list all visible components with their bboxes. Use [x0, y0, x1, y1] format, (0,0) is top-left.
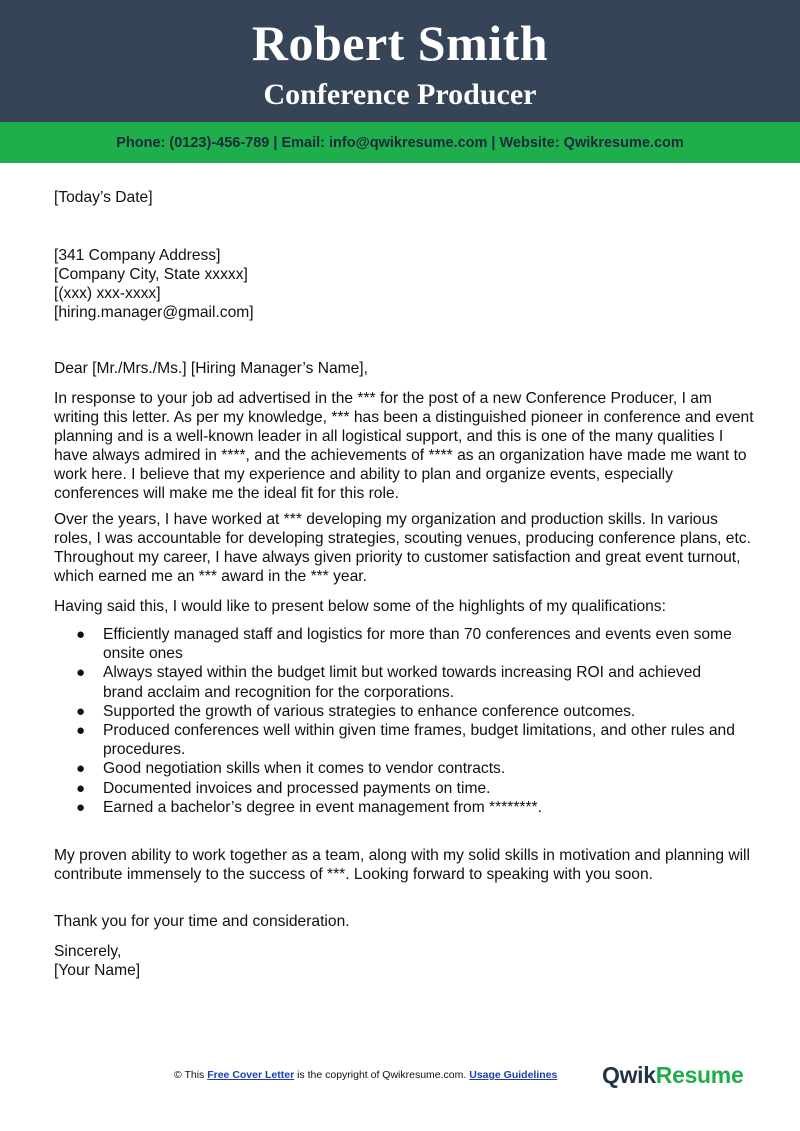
contact-info: Phone: (0123)-456-789 | Email: info@qwikresume.com | Website: Qwikresume.com [116, 134, 684, 151]
signoff [54, 942, 754, 980]
bullet-icon: ● [76, 722, 86, 740]
list-item: ● Documented invoices and processed payments on time. [76, 779, 491, 797]
address-line: [hiring.manager@gmail.com] [54, 304, 254, 321]
list-item: ● Always stayed within the budget limit but worked towards increasing ROI and achieved brand acclaim and recognition for the corporations. [76, 664, 702, 701]
free-cover-letter-link[interactable]: Free Cover Letter [207, 1069, 295, 1081]
job-title: Conference Producer [263, 78, 537, 111]
header-banner [0, 0, 800, 122]
paragraph-closing: My proven ability to work together as a team, along with my solid skills in motivation and planning will contribute immensely to the success of ***. Looking forward to speaking with you soon. [54, 847, 750, 883]
recipient-address [54, 246, 754, 322]
paragraph-intro: In response to your job ad advertised in the *** for the post of a new Conference Producer, I am writing this letter. As per my knowledge, *** has been a distinguished pioneer in conference and event planning and is a well-known leader in all logistical support, and this is one of the many qualities I have always admired in ****, and the achievements of **** as an organization have made me want to work here. I believe that my experience and ability to plan and organize events, especially conferences will make me the ideal fit for this role. [54, 390, 754, 502]
copyright-note: © This Free Cover Letter is the copyright of Qwikresume.com. Usage Guidelines [174, 1069, 558, 1081]
qualifications-list [54, 625, 744, 817]
list-item: ● Efficiently managed staff and logistics for more than 70 conferences and events even some onsite ones [76, 626, 732, 663]
bullet-icon: ● [76, 760, 86, 778]
list-item: ● Good negotiation skills when it comes to vendor contracts. [76, 760, 506, 778]
bullet-icon: ● [76, 779, 86, 797]
signature: [Your Name] [54, 962, 141, 979]
list-item: ● Produced conferences well within given time frames, budget limitations, and other rules and procedures. [76, 722, 735, 759]
applicant-name: Robert Smith [251, 15, 549, 71]
bullet-icon: ● [76, 798, 86, 816]
usage-guidelines-link[interactable]: Usage Guidelines [469, 1069, 558, 1081]
closing: Sincerely, [54, 943, 122, 960]
address-line: [341 Company Address] [54, 247, 221, 264]
letter-date: [Today’s Date] [54, 189, 153, 206]
greeting: Dear [Mr./Mrs./Ms.] [Hiring Manager’s Name], [54, 360, 368, 377]
list-item: ● Earned a bachelor’s degree in event management from ********. [76, 798, 542, 816]
list-item: ● Supported the growth of various strategies to enhance conference outcomes. [76, 702, 636, 720]
qwikresume-logo[interactable]: QwikResume [602, 1062, 744, 1088]
paragraph-experience: Over the years, I have worked at *** developing my organization and production skills. In various roles, I was accountable for developing strategies, scouting venues, producing conference plans, etc. Throughout my career, I have always given priority to customer satisfaction and great event turnout, which earned me an *** award in the *** year. [54, 511, 751, 585]
paragraph-highlights-intro: Having said this, I would like to present below some of the highlights of my qualifications: [54, 598, 666, 615]
bullet-icon: ● [76, 664, 86, 682]
paragraph-thanks: Thank you for your time and consideration. [54, 913, 350, 930]
address-line: [Company City, State xxxxx] [54, 266, 248, 283]
bullet-icon: ● [76, 626, 86, 643]
bullet-icon: ● [76, 702, 86, 720]
address-line: [(xxx) xxx-xxxx] [54, 285, 161, 302]
contact-bar [0, 122, 800, 163]
